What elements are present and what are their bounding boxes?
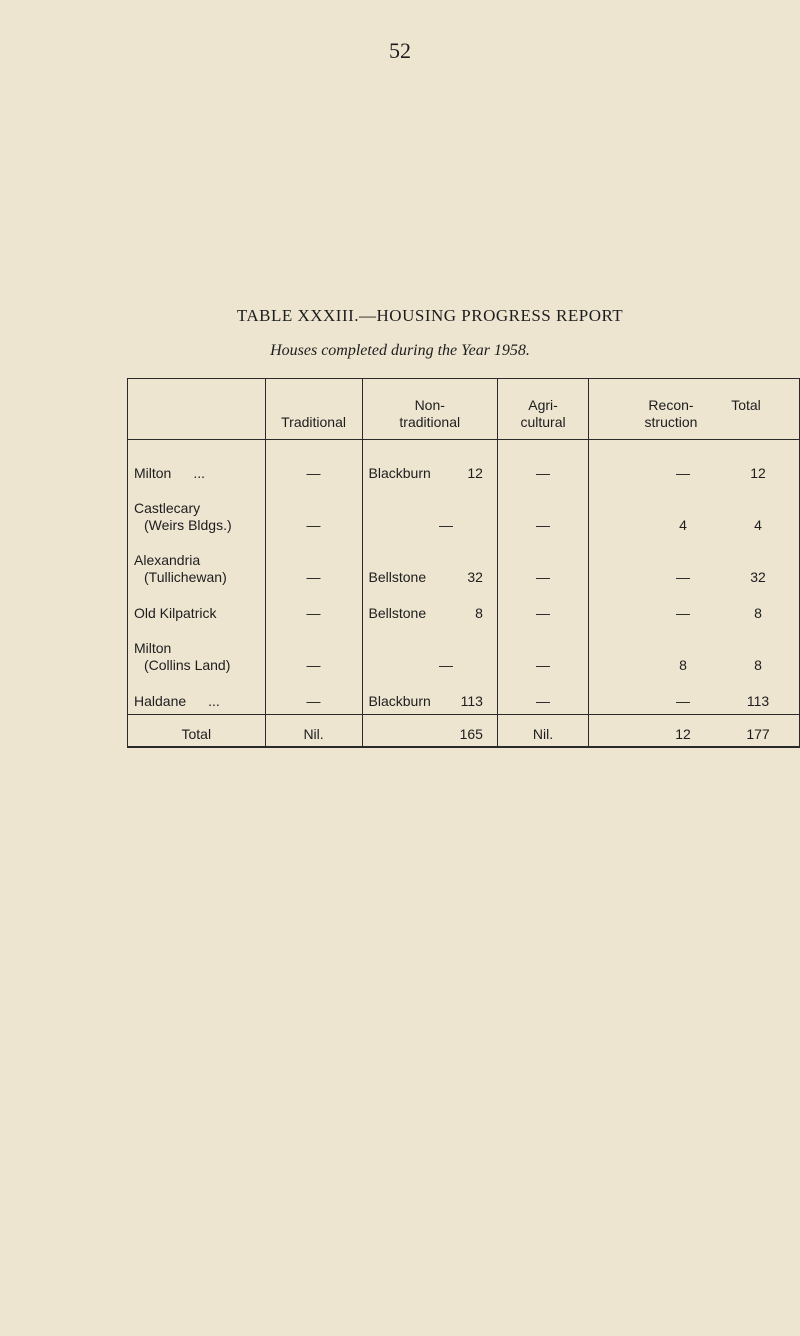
area-subname: (Collins Land) xyxy=(144,657,231,673)
agricultural-cell: — xyxy=(497,440,588,487)
reconstruction-value: — xyxy=(676,465,690,481)
total-value: 113 xyxy=(746,693,770,709)
header-row xyxy=(128,379,800,440)
header-non-traditional: Non- traditional xyxy=(362,379,497,440)
area-cell xyxy=(128,440,266,487)
agricultural-cell: — xyxy=(497,590,588,626)
traditional-cell: — xyxy=(265,440,362,487)
area-name: Haldane xyxy=(134,693,187,709)
reconstruction-total-cell xyxy=(589,538,800,590)
reconstruction-value: 8 xyxy=(679,657,687,673)
non-traditional-value: — xyxy=(438,517,453,533)
non-traditional-value: 8 xyxy=(475,605,483,621)
reconstruction-total-cell xyxy=(589,678,800,715)
page-number: 52 xyxy=(389,38,411,63)
area-name: Castlecary xyxy=(134,500,201,516)
area-cell xyxy=(128,538,266,590)
reconstruction-total-cell xyxy=(589,626,800,678)
totals-traditional: Nil. xyxy=(265,715,362,748)
totals-reconstruction-total xyxy=(589,715,800,748)
header-traditional: Traditional xyxy=(265,379,362,440)
total-value: 4 xyxy=(754,517,762,533)
traditional-cell: — xyxy=(265,590,362,626)
totals-reconstruction: 12 xyxy=(675,726,691,742)
table-row xyxy=(128,626,800,678)
header-reconstruction: Recon- struction xyxy=(644,397,698,430)
area-name: Alexandria xyxy=(134,552,201,568)
traditional-cell: — xyxy=(265,538,362,590)
non-traditional-cell xyxy=(362,626,497,678)
area-subname: (Weirs Bldgs.) xyxy=(144,517,232,533)
total-value: 8 xyxy=(754,657,762,673)
ellipsis: ... xyxy=(208,693,220,709)
non-traditional-type: Bellstone xyxy=(368,605,427,621)
totals-label: Total xyxy=(128,715,266,748)
agricultural-cell: — xyxy=(497,486,588,538)
table-row xyxy=(128,440,800,487)
ellipsis: ... xyxy=(193,465,206,481)
header-reconstruction-total xyxy=(589,379,800,440)
total-value: 8 xyxy=(754,605,762,621)
totals-non-traditional: 165 xyxy=(362,715,497,748)
reconstruction-value: — xyxy=(676,569,690,585)
non-traditional-type: Blackburn xyxy=(368,465,431,481)
non-traditional-cell xyxy=(362,590,497,626)
area-name: Old Kilpatrick xyxy=(134,605,217,621)
reconstruction-total-cell xyxy=(589,486,800,538)
header-total: Total xyxy=(731,397,761,413)
totals-agricultural: Nil. xyxy=(497,715,588,748)
totals-row xyxy=(128,715,800,748)
area-cell xyxy=(128,626,266,678)
non-traditional-type: Blackburn xyxy=(368,693,431,709)
non-traditional-type: Bellstone xyxy=(368,569,427,585)
total-value: 32 xyxy=(750,569,766,585)
table-title: TABLE XXXIII.—HOUSING PROGRESS REPORT xyxy=(236,306,624,325)
table-subtitle: Houses completed during the Year 1958. xyxy=(270,342,530,359)
area-subname: (Tullichewan) xyxy=(144,569,227,585)
non-traditional-value: — xyxy=(438,657,453,673)
area-name: Milton xyxy=(134,640,172,656)
area-cell xyxy=(128,486,266,538)
table-row xyxy=(128,590,800,626)
non-traditional-cell xyxy=(362,440,497,487)
reconstruction-value: — xyxy=(676,605,690,621)
non-traditional-value: 12 xyxy=(467,465,483,481)
area-cell xyxy=(128,678,266,715)
non-traditional-cell xyxy=(362,678,497,715)
totals-total: 177 xyxy=(746,726,770,742)
agricultural-cell: — xyxy=(497,678,588,715)
non-traditional-cell xyxy=(362,486,497,538)
housing-progress-table xyxy=(127,378,800,748)
header-agricultural: Agri- cultural xyxy=(497,379,588,440)
non-traditional-value: 32 xyxy=(467,569,483,585)
table-row xyxy=(128,678,800,715)
traditional-cell: — xyxy=(265,626,362,678)
table-row xyxy=(128,486,800,538)
reconstruction-total-cell xyxy=(589,440,800,487)
non-traditional-cell xyxy=(362,538,497,590)
traditional-cell: — xyxy=(265,486,362,538)
total-value: 12 xyxy=(750,465,766,481)
reconstruction-total-cell xyxy=(589,590,800,626)
header-area xyxy=(128,379,266,440)
traditional-cell: — xyxy=(265,678,362,715)
non-traditional-value: 113 xyxy=(460,693,483,709)
area-name: Milton xyxy=(134,465,172,481)
reconstruction-value: — xyxy=(676,693,690,709)
agricultural-cell: — xyxy=(497,538,588,590)
area-cell xyxy=(128,590,266,626)
table-row xyxy=(128,538,800,590)
agricultural-cell: — xyxy=(497,626,588,678)
reconstruction-value: 4 xyxy=(679,517,687,533)
